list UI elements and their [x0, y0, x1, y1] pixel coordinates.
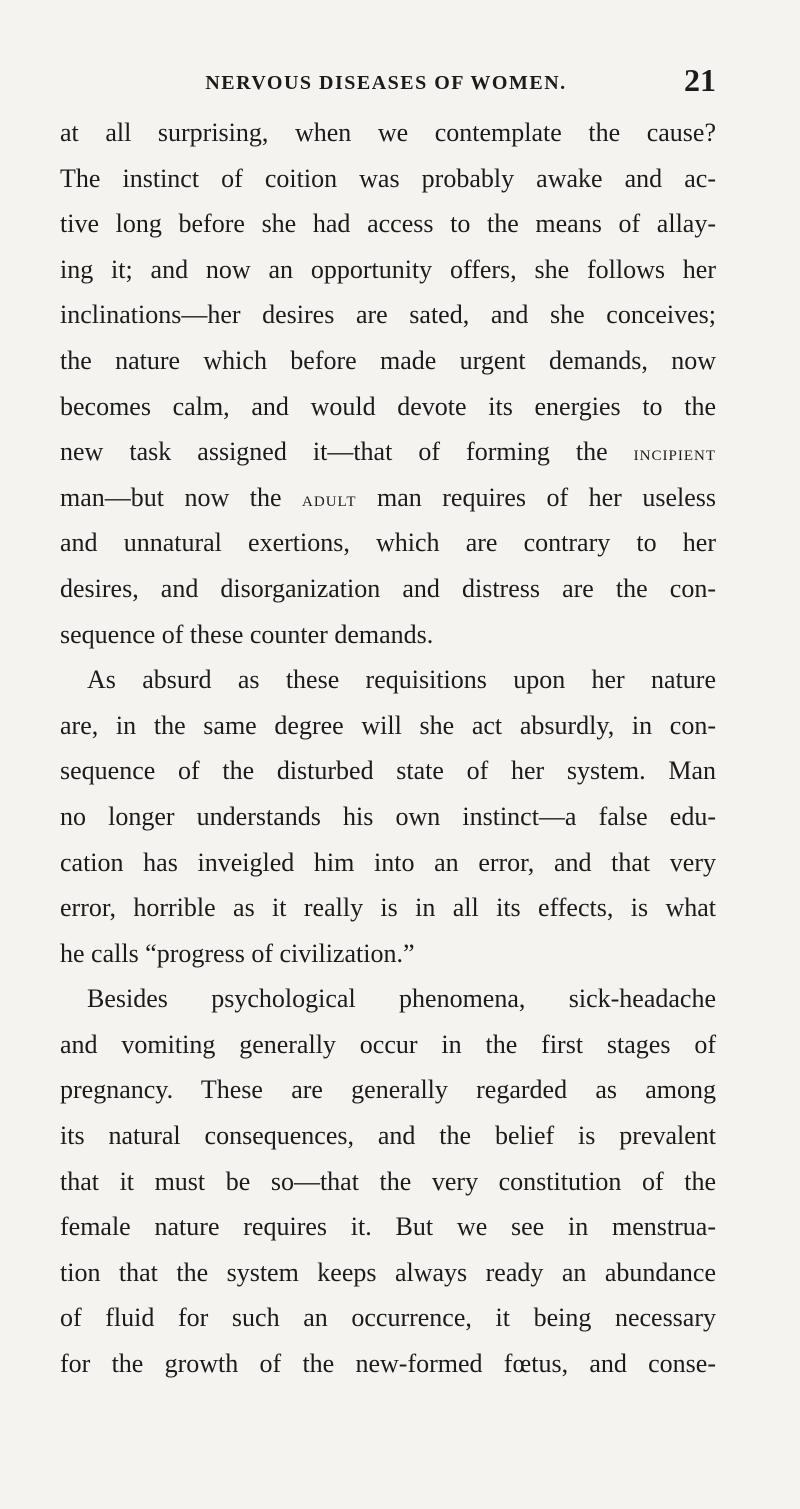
text-line: female nature requires it. But we see in menstrua- [60, 1212, 716, 1242]
text-line: inclinations—her desires are sated, and she conceives; [60, 300, 716, 330]
text-line: The instinct of coition was probably awake and ac- [60, 163, 716, 193]
text-line: that it must be so—that the very constitution of the [60, 1166, 716, 1196]
text-line: sequence of the disturbed state of her system. Man [60, 756, 716, 786]
text-line: of fluid for such an occurrence, it being necessary [60, 1303, 716, 1333]
page-number: 21 [684, 62, 716, 98]
body-text [60, 110, 716, 1387]
text-line: its natural consequences, and the belief is prevalent [60, 1121, 716, 1151]
text-line: and unnatural exertions, which are contrary to her [60, 528, 716, 558]
text-line: tion that the system keeps always ready an abundance [60, 1257, 716, 1287]
text-line: no longer understands his own instinct—a false edu- [60, 801, 716, 831]
running-head [60, 50, 716, 100]
text-line: becomes calm, and would devote its energies to the [60, 391, 716, 421]
text-line: cation has inveigled him into an error, and that very [60, 847, 716, 877]
running-title: NERVOUS DISEASES OF WOMEN. [205, 72, 567, 94]
text-line: tive long before she had access to the means of allay- [60, 209, 716, 239]
small-caps-word: incipient [633, 440, 716, 466]
text-run: man requires of her useless [356, 482, 716, 512]
text-line: sequence of these counter demands. [60, 619, 434, 649]
small-caps-word: adult [302, 485, 357, 511]
text-line [60, 475, 716, 521]
text-line: at all surprising, when we contemplate the cause? [60, 118, 716, 147]
text-run: man—but now the [60, 482, 303, 512]
text-line: ing it; and now an opportunity offers, she follows her [60, 254, 716, 284]
text-line: pregnancy. These are generally regarded as among [60, 1075, 716, 1105]
text-line: are, in the same degree will she act absurdly, in con- [60, 710, 716, 740]
text-line: error, horrible as it really is in all its effects, is what [60, 893, 716, 923]
text-line: for the growth of the new-formed fœtus, and conse- [60, 1349, 716, 1379]
text-line: desires, and disorganization and distress are the con- [60, 573, 716, 603]
text-run: new task assigned it—that of forming the [60, 437, 634, 467]
text-line: Besides psychological phenomena, sick-headache [87, 984, 716, 1014]
text-line: and vomiting generally occur in the first stages of [60, 1029, 716, 1059]
text-line [60, 429, 716, 475]
text-line: he calls “progress of civilization.” [60, 938, 415, 968]
text-line: the nature which before made urgent demands, now [60, 345, 716, 375]
text-line: As absurd as these requisitions upon her nature [87, 665, 716, 695]
